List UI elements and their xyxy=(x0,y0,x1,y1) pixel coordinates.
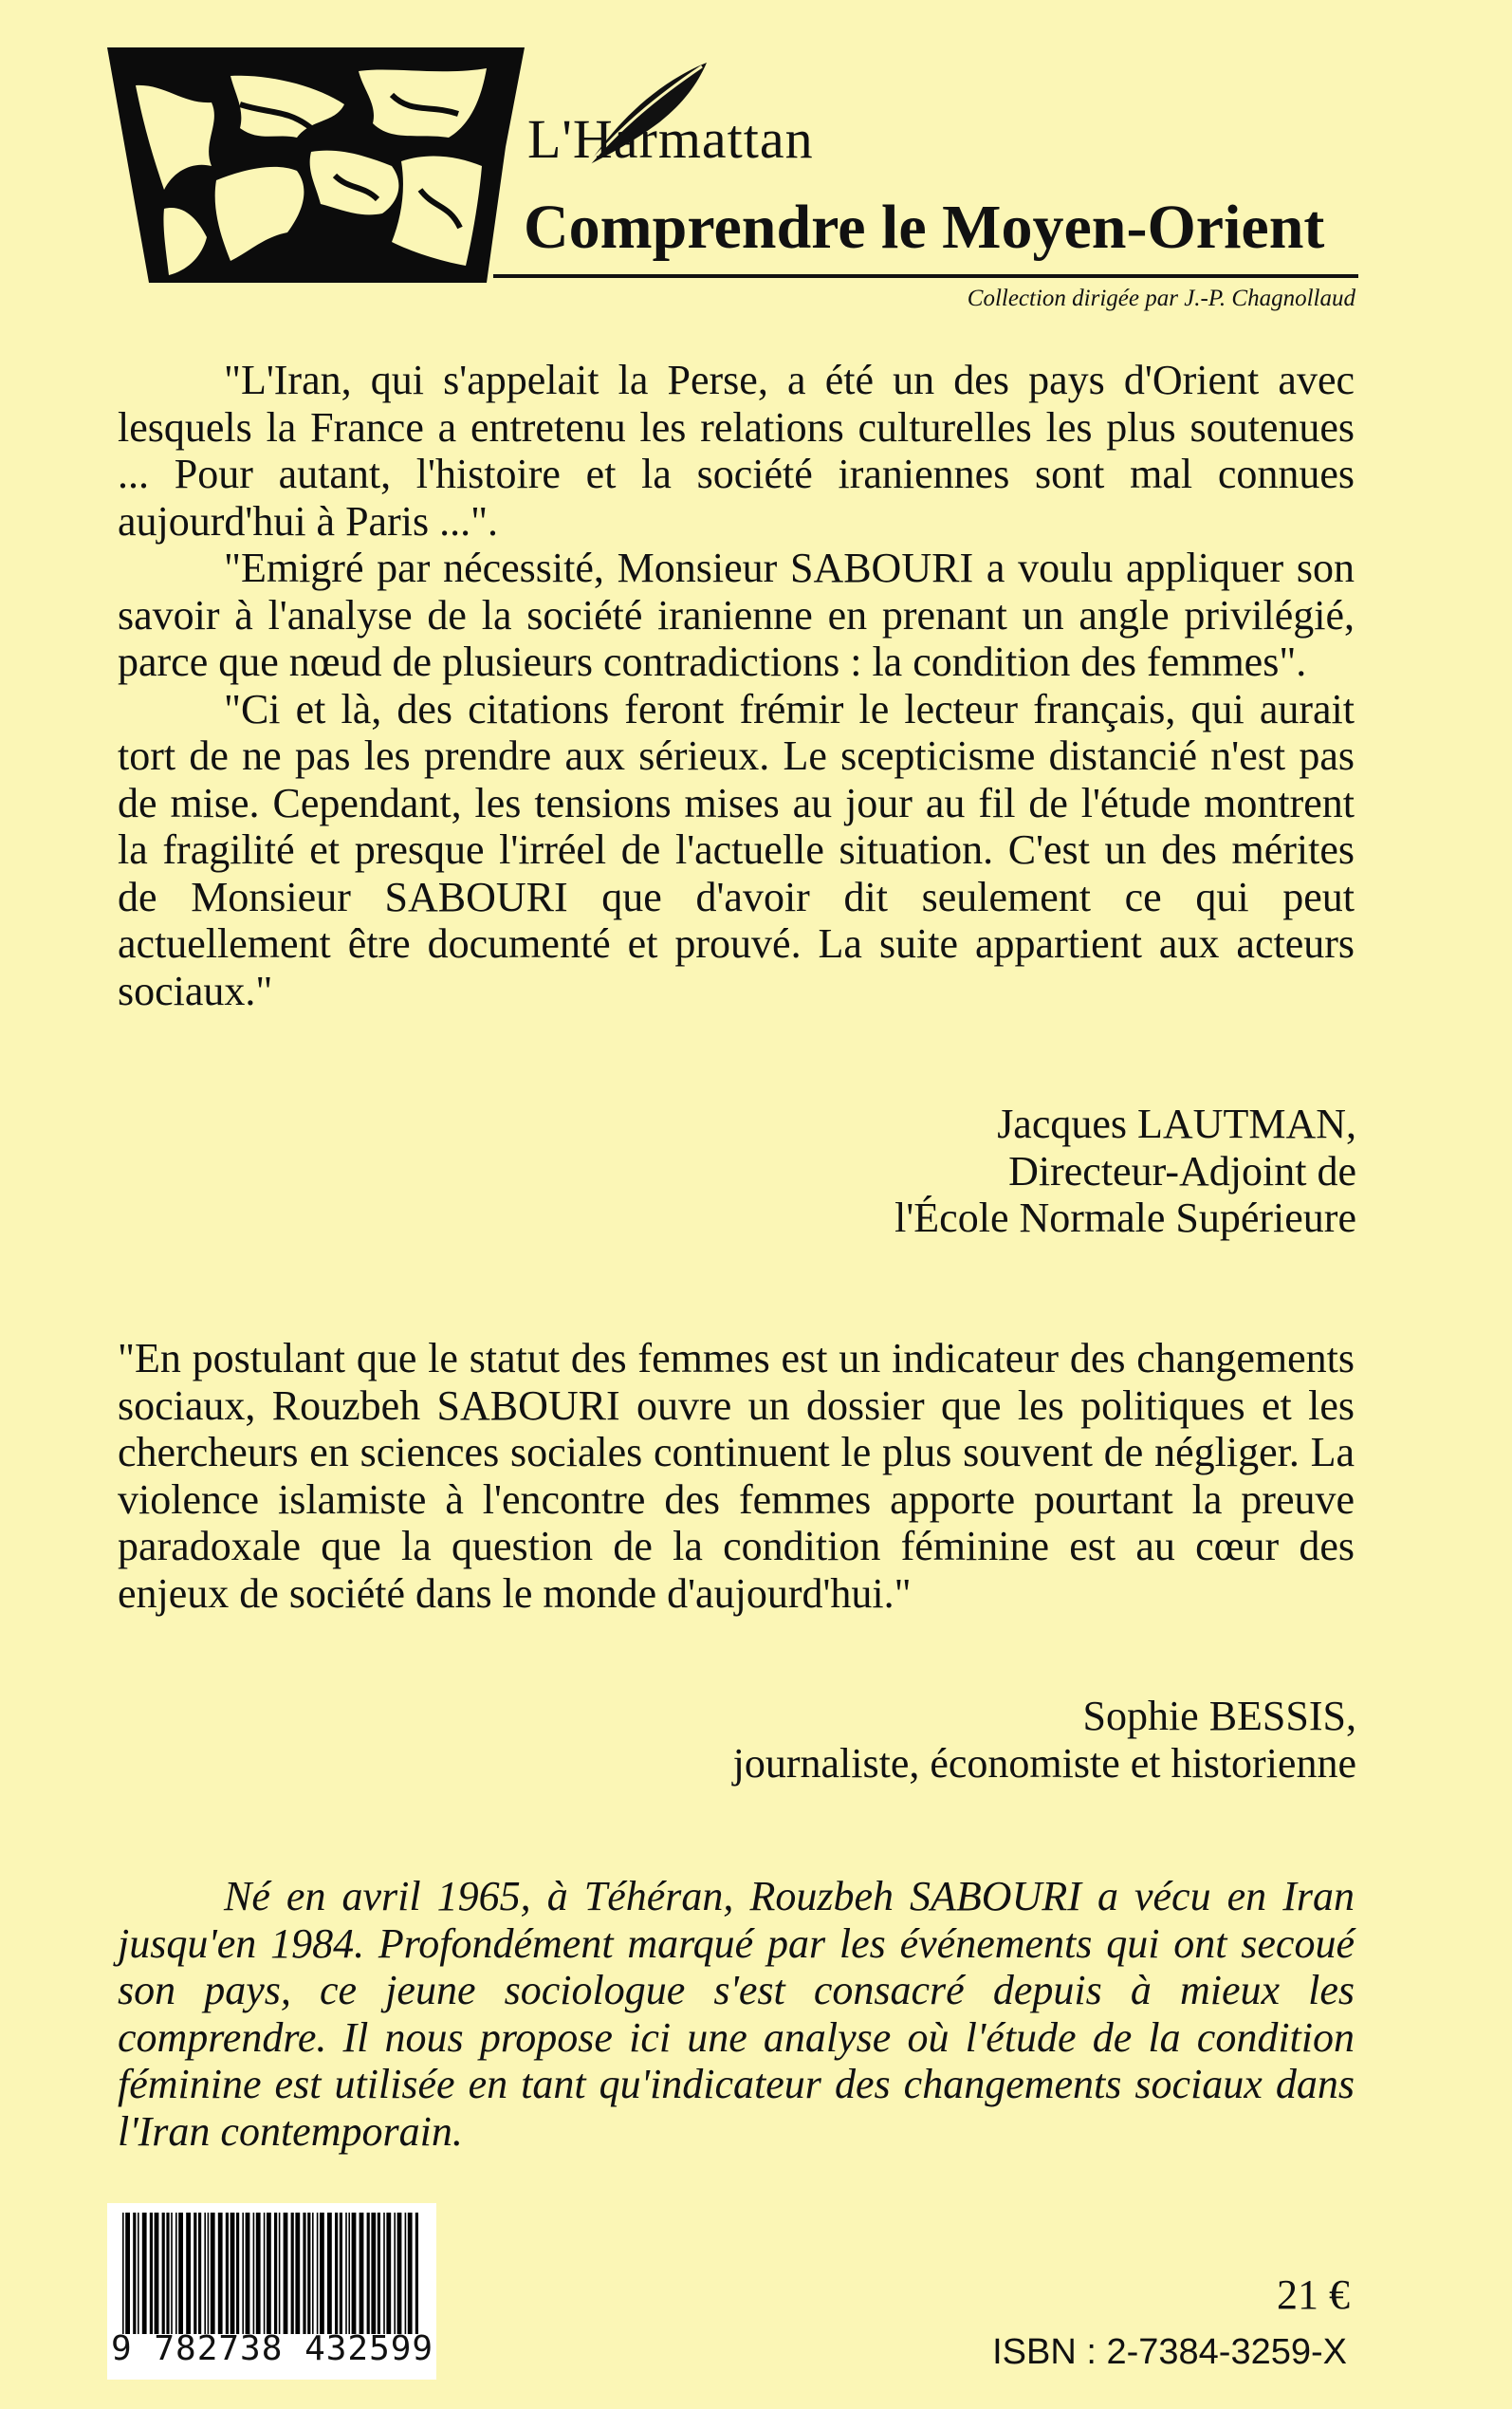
quote-bessis xyxy=(118,1335,1355,1617)
barcode-bar xyxy=(367,2213,370,2334)
barcode-bar xyxy=(317,2213,319,2334)
barcode-bar xyxy=(166,2213,169,2334)
barcode-bar xyxy=(150,2213,153,2334)
barcode-bar xyxy=(340,2213,342,2334)
barcode-bar xyxy=(279,2213,281,2334)
barcode-bar xyxy=(394,2213,396,2334)
barcode-bar xyxy=(360,2213,364,2334)
barcode-bar xyxy=(218,2213,223,2334)
barcode-bar xyxy=(267,2213,271,2334)
signature-author: Sophie BESSIS, xyxy=(1082,1693,1356,1739)
barcode-bar xyxy=(383,2213,385,2334)
barcode-bar xyxy=(133,2213,136,2334)
barcode-bar xyxy=(291,2213,294,2334)
collection-title: Comprendre le Moyen-Orient xyxy=(524,193,1325,262)
barcode-digits: 9 782738 432599 xyxy=(111,2329,434,2368)
author-bio xyxy=(118,1873,1355,2155)
barcode-bar xyxy=(125,2213,130,2334)
barcode-bar xyxy=(162,2213,165,2334)
signature-role: Directeur-Adjoint de xyxy=(1008,1147,1356,1195)
barcode-bar xyxy=(345,2213,347,2334)
barcode-bar xyxy=(378,2213,380,2334)
barcode-bar xyxy=(274,2213,277,2334)
barcode-bar xyxy=(230,2213,235,2334)
barcode-bar xyxy=(142,2213,147,2334)
middle-east-map-logo xyxy=(107,47,525,283)
price: 21 € xyxy=(1277,2271,1350,2318)
barcode-bar xyxy=(371,2213,376,2334)
barcode-bar xyxy=(284,2213,288,2334)
barcode-bar xyxy=(312,2213,314,2334)
barcode-bar xyxy=(397,2213,402,2334)
barcode-bar xyxy=(122,2213,124,2334)
header xyxy=(0,0,1512,313)
barcode-bar xyxy=(194,2213,196,2334)
barcode-bar xyxy=(408,2213,413,2334)
barcode-bar xyxy=(211,2213,215,2334)
barcode-bar xyxy=(386,2213,391,2334)
collection-director: Collection dirigée par J.-P. Chagnollaud xyxy=(967,286,1355,311)
barcode-bar xyxy=(178,2213,183,2334)
barcode-bar xyxy=(175,2213,177,2334)
barcode xyxy=(107,2203,436,2380)
barcode-bar xyxy=(295,2213,300,2334)
barcode-bar xyxy=(208,2213,210,2334)
bio-paragraph: Né en avril 1965, à Téhéran, Rouzbeh SABOURI a vécu en Iran jusqu'en 1984. Profondément marqué par les événements qui ont secoué son pays, ce jeune sociologue s'est consacré depuis à mieux les comprendre. Il nous propose ici une analyse où l'étude de la condition féminine est utilisée en tant qu'indicateur des changements sociaux dans l'Iran contemporain. xyxy=(118,1873,1355,2155)
barcode-bar xyxy=(415,2213,418,2334)
quote-paragraph: "En postulant que le statut des femmes est un indicateur des changements sociaux, Rouzbeh SABOURI ouvre un dossier que les politiques et les chercheurs en sciences sociales continuent le plus souvent de négliger. La violence islamiste à l'encontre des femmes apporte pourtant la preuve paradoxale que la question de la condition féminine est au cœur des enjeux de société dans le monde d'aujourd'hui." xyxy=(118,1335,1355,1617)
barcode-bar xyxy=(155,2213,159,2334)
signature-role: l'École Normale Supérieure xyxy=(894,1195,1356,1241)
isbn: ISBN : 2-7384-3259-X xyxy=(992,2332,1347,2372)
barcode-bar xyxy=(171,2213,173,2334)
signature-role: journaliste, économiste et historienne xyxy=(732,1739,1356,1787)
signature-author: Jacques LAUTMAN, xyxy=(997,1101,1356,1147)
barcode-bar xyxy=(303,2213,305,2334)
barcode-bar xyxy=(307,2213,310,2334)
barcode-bar xyxy=(226,2213,229,2334)
barcode-bar xyxy=(320,2213,324,2334)
barcode-bar xyxy=(236,2213,239,2334)
barcode-bar xyxy=(335,2213,338,2334)
barcode-bar xyxy=(327,2213,332,2334)
barcode-bar xyxy=(198,2213,201,2334)
barcode-bar xyxy=(138,2213,139,2334)
barcode-icon xyxy=(120,2213,422,2334)
header-rule xyxy=(493,274,1358,278)
barcode-bar xyxy=(242,2213,244,2334)
barcode-bar xyxy=(264,2213,266,2334)
barcode-bar xyxy=(405,2213,407,2334)
barcode-bar xyxy=(246,2213,250,2334)
quote-lautman xyxy=(118,357,1355,1014)
barcode-bar xyxy=(256,2213,261,2334)
barcode-bar xyxy=(253,2213,255,2334)
barcode-bar xyxy=(204,2213,206,2334)
barcode-bar xyxy=(352,2213,357,2334)
signature-lautman xyxy=(894,1101,1356,1242)
quote-paragraph: "Emigré par nécessité, Monsieur SABOURI a voulu appliquer son savoir à l'analyse de la société iranienne en prenant un angle privilégié, parce que nœud de plusieurs contradictions : la condition des femmes". xyxy=(118,545,1355,685)
quote-paragraph: "L'Iran, qui s'appelait la Perse, a été un des pays d'Orient avec lesquels la France a entretenu les relations culturelles les plus soutenues ... Pour autant, l'histoire et la société iraniennes sont mal connues aujourd'hui à Paris ...". xyxy=(118,357,1355,545)
quote-paragraph: "Ci et là, des citations feront frémir le lecteur français, qui aurait tort de ne pas les prendre aux sérieux. Le scepticisme distancié n'est pas de mise. Cependant, les tensions mises au jour au fil de l'étude montrent la fragilité et presque l'irréel de l'actuelle situation. C'est un des mérites de Monsieur SABOURI que d'avoir dit seulement ce qui peut actuellement être documenté et prouvé. La suite appartient aux acteurs sociaux." xyxy=(118,685,1355,1014)
barcode-bar xyxy=(348,2213,350,2334)
publisher-name: L'Harmattan xyxy=(527,108,814,170)
signature-bessis xyxy=(733,1693,1356,1787)
barcode-bar xyxy=(186,2213,191,2334)
